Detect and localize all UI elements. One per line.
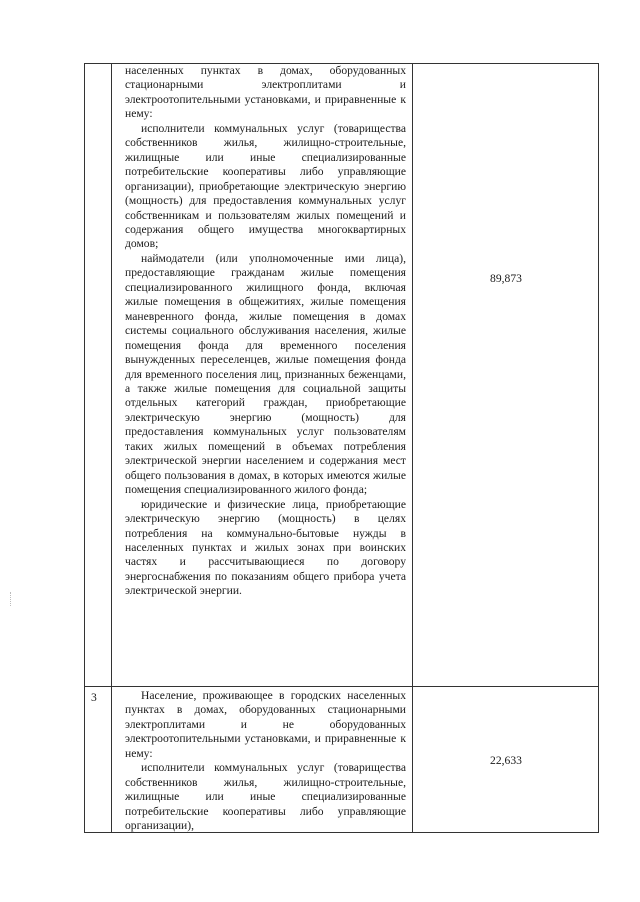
paragraph: исполнители коммунальных услуг (товарищества собственников жилья, жилищно-строительные, жилищные или иные специализированные потребительские кооперативы либо управляющие организации), xyxy=(125,761,406,833)
paragraph: исполнители коммунальных услуг (товарищества собственников жилья, жилищно-строительные, жилищные или иные специализированные потребительские кооперативы либо управляющие организации), приобретающие электрическую энергию (мощность) для предоставления коммунальных услуг собственникам и пользователям жилых помещений и содержания общего имущества многоквартирных домов; xyxy=(125,121,406,251)
paragraph: юридические и физические лица, приобретающие электрическую энергию (мощность) в целях потребления на коммунально-бытовые нужды в населенных пунктах и жилых зонах при воинских частях и рассчитывающиеся по договору энергоснабжения по показаниям общего прибора учета электрической энергии. xyxy=(125,497,406,598)
paragraph: наймодатели (или уполномоченные ими лица), предоставляющие гражданам жилые помещения специализированного жилищного фонда, включая жилые помещения в общежитиях, жилые помещения маневренного фонда, жилые помещения в домах системы социального обслуживания населения, жилые помещения фонда для временного поселения вынужденных переселенцев, жилые помещения фонда для временного поселения лиц, признанных беженцами, а также жилые помещения для социальной защиты отдельных категорий граждан, приобретающие электрическую энергию (мощность) для предоставления коммунальных услуг пользователям таких жилых помещений в объемах потребления электрической энергии населением и содержания мест общего пользования в домах, в которых имеются жилые помещения специализированного жилого фонда; xyxy=(125,251,406,497)
row-number: 3 xyxy=(91,691,97,704)
row-description-continued xyxy=(125,64,406,599)
tariff-value: 89,873 xyxy=(490,272,522,285)
column-divider-number xyxy=(111,64,112,832)
column-divider-value xyxy=(412,64,413,832)
row-description xyxy=(125,689,406,834)
margin-mark xyxy=(10,592,14,606)
row-divider xyxy=(85,686,598,687)
tariff-table xyxy=(84,63,599,833)
paragraph: населенных пунктах в домах, оборудованных стационарными электроплитами и электроотопительными установками, и приравненные к нему: xyxy=(125,64,406,121)
paragraph: Население, проживающее в городских населенных пунктах в домах, оборудованных стационарными электроплитами и не оборудованных электроотопительными установками, и приравненные к нему: xyxy=(125,689,406,760)
tariff-value: 22,633 xyxy=(490,754,522,767)
